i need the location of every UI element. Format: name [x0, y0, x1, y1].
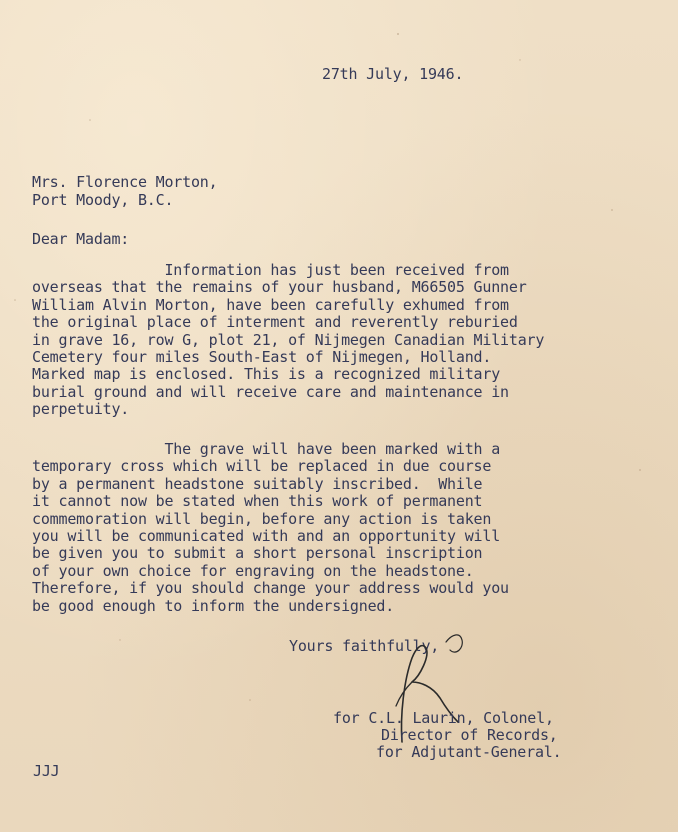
paragraph-1-line: Information has just been received from: [32, 261, 509, 279]
paragraph-2-line: of your own choice for engraving on the headstone.: [32, 561, 474, 580]
paragraph-1-line: perpetuity.: [32, 400, 130, 419]
paragraph-2-line: you will be communicated with and an opportunity will: [32, 526, 501, 545]
closing: Yours faithfully,: [289, 637, 440, 655]
paragraph-2: [32, 441, 652, 615]
paragraph-2-line: commemoration will begin, before any action is taken: [32, 509, 492, 528]
signatory-office: for Adjutant-General.: [376, 743, 562, 761]
letter-date: 27th July, 1946.: [322, 65, 464, 83]
paragraph-1-line: in grave 16, row G, plot 21, of Nijmegen Canadian Military: [32, 330, 545, 349]
paragraph-1-line: Marked map is enclosed. This is a recognized military: [32, 365, 501, 384]
paragraph-2-line: by a permanent headstone suitably inscribed. While: [32, 474, 483, 493]
paragraph-1-line: overseas that the remains of your husband, M66505 Gunner: [32, 278, 527, 297]
paragraph-1-line: burial ground and will receive care and maintenance in: [32, 382, 509, 401]
paragraph-2-line: temporary cross which will be replaced in due course: [32, 457, 492, 476]
paragraph-1-line: the original place of interment and reverently reburied: [32, 313, 518, 332]
paragraph-2-line: Therefore, if you should change your address would you: [32, 579, 509, 598]
recipient-name: Mrs. Florence Morton,: [32, 173, 218, 191]
signatory-title: Director of Records,: [381, 726, 558, 744]
recipient-location: Port Moody, B.C.: [32, 191, 174, 209]
paragraph-2-line: The grave will have been marked with a: [32, 440, 501, 458]
salutation: Dear Madam:: [32, 230, 130, 248]
typist-initials: JJJ: [33, 762, 60, 780]
paragraph-2-line: be given you to submit a short personal inscription: [32, 544, 483, 563]
paragraph-1-line: William Alvin Morton, have been carefully exhumed from: [32, 295, 509, 314]
signatory-line: for C.L. Laurin, Colonel,: [333, 709, 554, 727]
paragraph-1: [32, 262, 652, 419]
paragraph-2-line: be good enough to inform the undersigned.: [32, 596, 395, 615]
paragraph-1-line: Cemetery four miles South-East of Nijmegen, Holland.: [32, 347, 492, 366]
paragraph-2-line: it cannot now be stated when this work of permanent: [32, 492, 483, 511]
